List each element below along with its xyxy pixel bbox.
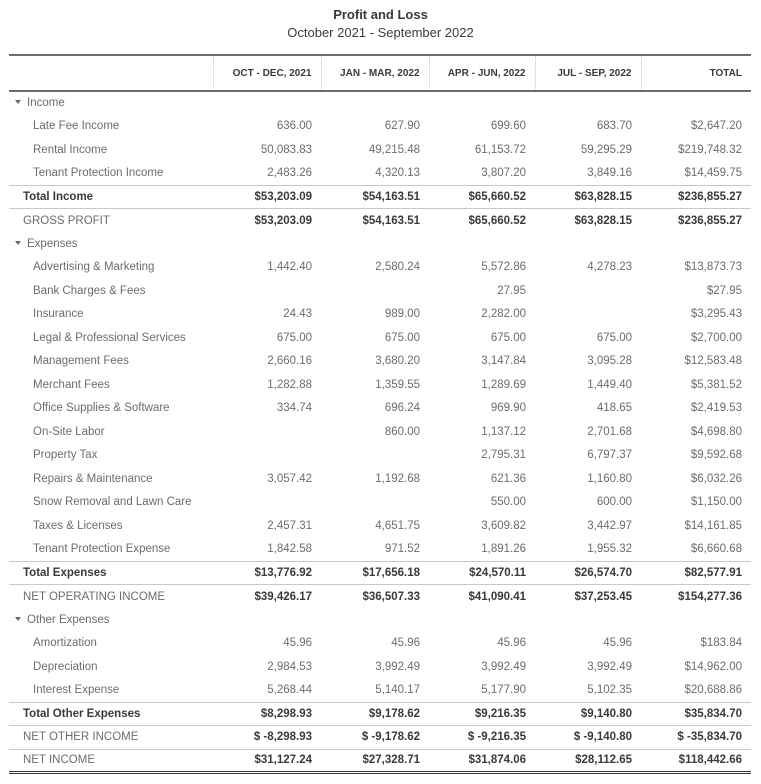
value-cell-q1[interactable]: 675.00 <box>276 331 312 344</box>
value-cell-q2[interactable]: $54,163.51 <box>321 209 429 233</box>
row-label: Tenant Protection Income <box>33 167 164 179</box>
column-header-q4[interactable]: JUL - SEP, 2022 <box>535 55 641 91</box>
row-label-cell <box>9 561 213 585</box>
value-cell-q3[interactable]: 1,289.69 <box>481 378 526 391</box>
row-label-cell <box>9 138 213 162</box>
value-cell-q4[interactable]: 3,849.16 <box>587 167 632 179</box>
value-cell-q3[interactable]: 3,147.84 <box>481 355 526 368</box>
value-cell-q1 <box>213 279 321 303</box>
row-label: Amortization <box>33 637 97 650</box>
row-label: Tenant Protection Expense <box>33 543 171 555</box>
value-cell-total[interactable]: $2,419.53 <box>690 402 742 415</box>
account-row-depreciation <box>9 655 751 679</box>
value-cell-q4[interactable]: 3,992.49 <box>587 660 632 673</box>
value-cell-q4[interactable]: 683.70 <box>596 120 632 133</box>
column-header-row <box>9 55 751 91</box>
account-row-legal-and-professional-services <box>9 326 751 350</box>
value-cell-total[interactable]: $1,150.00 <box>690 496 742 509</box>
account-row-office-supplies-and-software <box>9 397 751 421</box>
value-cell-q3[interactable]: $41,090.41 <box>429 585 535 609</box>
value-cell-q4[interactable]: 6,797.37 <box>587 449 632 462</box>
value-cell-q3[interactable]: 3,992.49 <box>481 660 526 673</box>
report-header <box>0 0 761 42</box>
row-label-cell[interactable] <box>9 608 213 632</box>
row-label-cell <box>9 749 213 773</box>
value-cell-q1 <box>213 420 321 444</box>
row-label: NET OPERATING INCOME <box>23 590 166 603</box>
value-cell-q2[interactable]: $17,656.18 <box>321 561 429 585</box>
value-cell-total[interactable]: $118,442.66 <box>641 749 751 773</box>
value-cell-q1[interactable]: $13,776.92 <box>213 561 321 585</box>
value-cell-q3[interactable]: 2,282.00 <box>481 308 526 321</box>
account-row-tenant-protection-income <box>9 162 751 186</box>
value-cell-q1[interactable]: 1,842.58 <box>267 543 312 555</box>
row-label-cell <box>9 303 213 327</box>
value-cell-q2[interactable]: 989.00 <box>384 308 420 321</box>
value-cell-q3 <box>429 91 535 115</box>
value-cell-q4[interactable]: 1,449.40 <box>587 378 632 391</box>
value-cell-total[interactable]: $14,962.00 <box>684 660 742 673</box>
value-cell-q4[interactable]: 3,095.28 <box>587 355 632 368</box>
table-header <box>9 55 751 91</box>
value-cell-q4 <box>535 279 641 303</box>
value-cell-q2[interactable]: 675.00 <box>384 331 420 344</box>
value-cell-q3[interactable]: 27.95 <box>497 284 526 297</box>
caret-down-icon[interactable] <box>15 241 21 245</box>
total-row-total-income <box>9 185 751 209</box>
value-cell-q2[interactable]: $27,328.71 <box>321 749 429 773</box>
account-row-taxes-and-licenses <box>9 514 751 538</box>
value-cell-q3 <box>429 608 535 632</box>
value-cell-total[interactable]: $183.84 <box>700 637 742 650</box>
value-cell-q4[interactable]: 2,701.68 <box>587 425 632 438</box>
value-cell-q3[interactable]: $9,216.35 <box>429 702 535 726</box>
account-row-property-tax <box>9 444 751 468</box>
row-label-cell <box>9 279 213 303</box>
row-label: Late Fee Income <box>33 120 120 133</box>
value-cell-q1 <box>213 91 321 115</box>
value-cell-q2[interactable]: 860.00 <box>384 425 420 438</box>
value-cell-q4[interactable]: 4,278.23 <box>587 261 632 274</box>
account-row-management-fees <box>9 350 751 374</box>
account-row-tenant-protection-expense <box>9 538 751 562</box>
value-cell-q1[interactable]: 636.00 <box>276 120 312 133</box>
value-cell-q4[interactable]: 45.96 <box>603 637 632 650</box>
row-label-cell[interactable] <box>9 91 213 115</box>
caret-down-icon[interactable] <box>15 100 21 104</box>
column-header-account <box>9 55 213 91</box>
value-cell-total[interactable]: $ -35,834.70 <box>641 726 751 750</box>
total-row-total-other-expenses <box>9 702 751 726</box>
row-label: Repairs & Maintenance <box>33 472 153 485</box>
row-label: Total Income <box>23 190 94 203</box>
value-cell-total[interactable]: $27.95 <box>706 284 742 297</box>
row-label: Income <box>27 97 65 110</box>
value-cell-q4[interactable]: $37,253.45 <box>535 585 641 609</box>
value-cell-q2 <box>321 608 429 632</box>
account-row-merchant-fees <box>9 373 751 397</box>
summary-row-gross-profit <box>9 209 751 233</box>
row-label-cell <box>9 256 213 280</box>
value-cell-q4 <box>535 232 641 256</box>
value-cell-total[interactable]: $9,592.68 <box>690 449 742 462</box>
row-label: Insurance <box>33 308 84 321</box>
value-cell-q3[interactable]: $65,660.52 <box>429 185 535 209</box>
value-cell-q3[interactable]: 969.90 <box>490 402 526 415</box>
row-label-cell <box>9 397 213 421</box>
row-label-cell <box>9 632 213 656</box>
value-cell-total[interactable]: $2,647.20 <box>690 120 742 133</box>
value-cell-q4 <box>535 608 641 632</box>
column-header-q3[interactable]: APR - JUN, 2022 <box>429 55 535 91</box>
section-row-other-expenses <box>9 608 751 632</box>
row-label: GROSS PROFIT <box>23 214 110 227</box>
value-cell-q2[interactable]: 4,651.75 <box>375 519 420 532</box>
value-cell-q3[interactable]: 699.60 <box>490 120 526 133</box>
value-cell-q3[interactable]: 1,891.26 <box>481 543 526 555</box>
account-row-on-site-labor <box>9 420 751 444</box>
value-cell-total[interactable]: $20,688.86 <box>684 684 742 696</box>
value-cell-total[interactable]: $6,032.26 <box>690 472 742 485</box>
value-cell-q2[interactable]: 696.24 <box>384 402 420 415</box>
value-cell-q4[interactable]: 600.00 <box>596 496 632 509</box>
total-row-total-expenses <box>9 561 751 585</box>
row-label-cell <box>9 726 213 750</box>
value-cell-q4[interactable]: $63,828.15 <box>535 185 641 209</box>
value-cell-q4 <box>535 303 641 327</box>
row-label-cell <box>9 702 213 726</box>
value-cell-q2[interactable]: 3,992.49 <box>375 660 420 673</box>
value-cell-total[interactable]: $82,577.91 <box>641 561 751 585</box>
value-cell-q2[interactable]: 1,192.68 <box>375 472 420 485</box>
value-cell-q1[interactable]: 2,660.16 <box>267 355 312 368</box>
row-label-cell <box>9 115 213 139</box>
value-cell-q3[interactable]: 61,153.72 <box>474 143 526 156</box>
value-cell-q1[interactable]: $ -8,298.93 <box>213 726 321 750</box>
value-cell-q1[interactable]: 334.74 <box>276 402 312 415</box>
value-cell-q3[interactable]: 5,572.86 <box>481 261 526 274</box>
value-cell-q4[interactable]: 1,955.32 <box>587 543 632 555</box>
value-cell-q4[interactable]: 1,160.80 <box>587 472 632 485</box>
value-cell-q2 <box>321 279 429 303</box>
section-row-expenses <box>9 232 751 256</box>
row-label: Property Tax <box>33 449 98 462</box>
value-cell-total <box>641 608 751 632</box>
account-row-amortization <box>9 632 751 656</box>
value-cell-total[interactable]: $35,834.70 <box>641 702 751 726</box>
value-cell-q1[interactable]: $8,298.93 <box>213 702 321 726</box>
value-cell-q4[interactable]: $63,828.15 <box>535 209 641 233</box>
value-cell-q2[interactable]: $36,507.33 <box>321 585 429 609</box>
value-cell-total[interactable]: $3,295.43 <box>690 308 742 321</box>
value-cell-q3[interactable]: 550.00 <box>490 496 526 509</box>
value-cell-q2[interactable]: 2,580.24 <box>375 261 420 274</box>
row-label: Expenses <box>27 237 78 250</box>
value-cell-q1[interactable]: 3,057.42 <box>267 472 312 485</box>
value-cell-q1[interactable]: 5,268.44 <box>267 684 312 696</box>
value-cell-q3[interactable]: 45.96 <box>497 637 526 650</box>
value-cell-q2[interactable]: 3,680.20 <box>375 355 420 368</box>
value-cell-q4[interactable]: 3,442.97 <box>587 519 632 532</box>
value-cell-q1[interactable]: 2,984.53 <box>267 660 312 673</box>
value-cell-q2[interactable]: 5,140.17 <box>375 684 420 696</box>
value-cell-total[interactable]: $12,583.48 <box>684 355 742 368</box>
row-label: Total Expenses <box>23 566 107 579</box>
row-label: Snow Removal and Lawn Care <box>33 496 192 509</box>
value-cell-total[interactable]: $236,855.27 <box>641 185 751 209</box>
row-label-cell[interactable] <box>9 232 213 256</box>
value-cell-total[interactable]: $14,459.75 <box>684 167 742 179</box>
summary-row-net-other-income <box>9 726 751 750</box>
value-cell-q2 <box>321 91 429 115</box>
value-cell-q2[interactable]: 971.52 <box>384 543 420 555</box>
row-label-cell <box>9 420 213 444</box>
account-row-insurance <box>9 303 751 327</box>
value-cell-total <box>641 91 751 115</box>
value-cell-q1[interactable]: 1,282.88 <box>267 378 312 391</box>
value-cell-q1 <box>213 444 321 468</box>
section-row-income <box>9 91 751 115</box>
summary-row-net-operating-income <box>9 585 751 609</box>
row-label-cell <box>9 444 213 468</box>
column-header-q1[interactable]: OCT - DEC, 2021 <box>213 55 321 91</box>
value-cell-q1[interactable]: 45.96 <box>283 637 312 650</box>
row-label: Depreciation <box>33 660 98 673</box>
row-label: Legal & Professional Services <box>33 331 186 344</box>
row-label-cell <box>9 679 213 703</box>
value-cell-q3[interactable]: $31,874.06 <box>429 749 535 773</box>
row-label-cell <box>9 655 213 679</box>
column-header-total[interactable]: TOTAL <box>641 55 751 91</box>
row-label-cell <box>9 491 213 515</box>
row-label-cell <box>9 467 213 491</box>
row-label: NET OTHER INCOME <box>23 731 139 744</box>
summary-row-net-income <box>9 749 751 773</box>
account-row-repairs-and-maintenance <box>9 467 751 491</box>
value-cell-total[interactable]: $14,161.85 <box>684 519 742 532</box>
row-label-cell <box>9 585 213 609</box>
value-cell-q3[interactable]: $65,660.52 <box>429 209 535 233</box>
value-cell-q1[interactable]: 1,442.40 <box>267 261 312 274</box>
row-label: Interest Expense <box>33 684 120 696</box>
value-cell-q3[interactable]: $24,570.11 <box>429 561 535 585</box>
value-cell-q2[interactable]: 627.90 <box>384 120 420 133</box>
caret-down-icon[interactable] <box>15 617 21 621</box>
report-date-range: October 2021 - September 2022 <box>287 25 474 40</box>
row-label: Rental Income <box>33 143 108 156</box>
value-cell-q3[interactable]: 3,807.20 <box>481 167 526 179</box>
table-body <box>9 91 751 773</box>
value-cell-q4 <box>535 91 641 115</box>
row-label-cell <box>9 514 213 538</box>
row-label: Total Other Expenses <box>23 707 141 720</box>
row-label: Management Fees <box>33 355 129 368</box>
value-cell-q3 <box>429 232 535 256</box>
row-label-cell <box>9 538 213 562</box>
value-cell-q2[interactable]: 4,320.13 <box>375 167 420 179</box>
value-cell-q1 <box>213 608 321 632</box>
value-cell-total[interactable]: $6,660.68 <box>690 543 742 555</box>
value-cell-q4[interactable]: 5,102.35 <box>587 684 632 696</box>
value-cell-q2 <box>321 232 429 256</box>
value-cell-q1 <box>213 232 321 256</box>
account-row-advertising-and-marketing <box>9 256 751 280</box>
value-cell-q1[interactable]: 50,083.83 <box>260 143 312 156</box>
row-label-cell <box>9 185 213 209</box>
profit-loss-table-container <box>9 54 751 774</box>
value-cell-q1[interactable]: $39,426.17 <box>213 585 321 609</box>
value-cell-q3[interactable]: 1,137.12 <box>481 425 526 438</box>
value-cell-q1[interactable]: $31,127.24 <box>213 749 321 773</box>
value-cell-q4[interactable]: $26,574.70 <box>535 561 641 585</box>
profit-loss-table <box>9 54 751 774</box>
row-label: On-Site Labor <box>33 425 105 438</box>
report-title: Profit and Loss <box>333 7 428 22</box>
value-cell-q2[interactable]: $54,163.51 <box>321 185 429 209</box>
row-label: Taxes & Licenses <box>33 519 123 532</box>
row-label: Advertising & Marketing <box>33 261 155 274</box>
value-cell-q2[interactable]: 49,215.48 <box>368 143 420 156</box>
value-cell-total[interactable]: $13,873.73 <box>684 261 742 274</box>
row-label-cell <box>9 373 213 397</box>
row-label-cell <box>9 162 213 186</box>
column-header-q2[interactable]: JAN - MAR, 2022 <box>321 55 429 91</box>
value-cell-q2[interactable]: 1,359.55 <box>375 378 420 391</box>
value-cell-q4[interactable]: 59,295.29 <box>580 143 632 156</box>
value-cell-q1[interactable]: 24.43 <box>283 308 312 321</box>
value-cell-q2 <box>321 444 429 468</box>
value-cell-q1[interactable]: 2,483.26 <box>267 167 312 179</box>
value-cell-q4[interactable]: 675.00 <box>596 331 632 344</box>
account-row-bank-charges-and-fees <box>9 279 751 303</box>
value-cell-total[interactable]: $154,277.36 <box>641 585 751 609</box>
value-cell-q3[interactable]: 5,177.90 <box>481 684 526 696</box>
value-cell-q3[interactable]: 3,609.82 <box>481 519 526 532</box>
account-row-snow-removal-and-lawn-care <box>9 491 751 515</box>
value-cell-q1[interactable]: 2,457.31 <box>267 519 312 532</box>
account-row-rental-income <box>9 138 751 162</box>
value-cell-q4[interactable]: 418.65 <box>596 402 632 415</box>
account-row-interest-expense <box>9 679 751 703</box>
value-cell-q4[interactable]: $ -9,140.80 <box>535 726 641 750</box>
value-cell-q3[interactable]: 621.36 <box>490 472 526 485</box>
value-cell-q2[interactable]: 45.96 <box>391 637 420 650</box>
value-cell-q2 <box>321 491 429 515</box>
row-label-cell <box>9 209 213 233</box>
value-cell-q1[interactable]: $53,203.09 <box>213 185 321 209</box>
value-cell-q4[interactable]: $28,112.65 <box>535 749 641 773</box>
row-label-cell <box>9 326 213 350</box>
value-cell-q2[interactable]: $ -9,178.62 <box>321 726 429 750</box>
row-label: Other Expenses <box>27 613 110 626</box>
value-cell-q2[interactable]: $9,178.62 <box>321 702 429 726</box>
account-row-late-fee-income <box>9 115 751 139</box>
value-cell-q3[interactable]: $ -9,216.35 <box>429 726 535 750</box>
value-cell-total[interactable]: $2,700.00 <box>690 331 742 344</box>
value-cell-total <box>641 232 751 256</box>
row-label: Merchant Fees <box>33 378 110 391</box>
value-cell-q3[interactable]: 675.00 <box>490 331 526 344</box>
value-cell-total[interactable]: $219,748.32 <box>678 143 742 156</box>
value-cell-q1[interactable]: $53,203.09 <box>213 209 321 233</box>
row-label-cell <box>9 350 213 374</box>
row-label: Bank Charges & Fees <box>33 284 146 297</box>
row-label: Office Supplies & Software <box>33 402 170 415</box>
value-cell-total[interactable]: $5,381.52 <box>690 378 742 391</box>
value-cell-q1 <box>213 491 321 515</box>
value-cell-q3[interactable]: 2,795.31 <box>481 449 526 462</box>
value-cell-q4[interactable]: $9,140.80 <box>535 702 641 726</box>
row-label: NET INCOME <box>23 754 95 767</box>
value-cell-total[interactable]: $4,698.80 <box>690 425 742 438</box>
value-cell-total[interactable]: $236,855.27 <box>641 209 751 233</box>
